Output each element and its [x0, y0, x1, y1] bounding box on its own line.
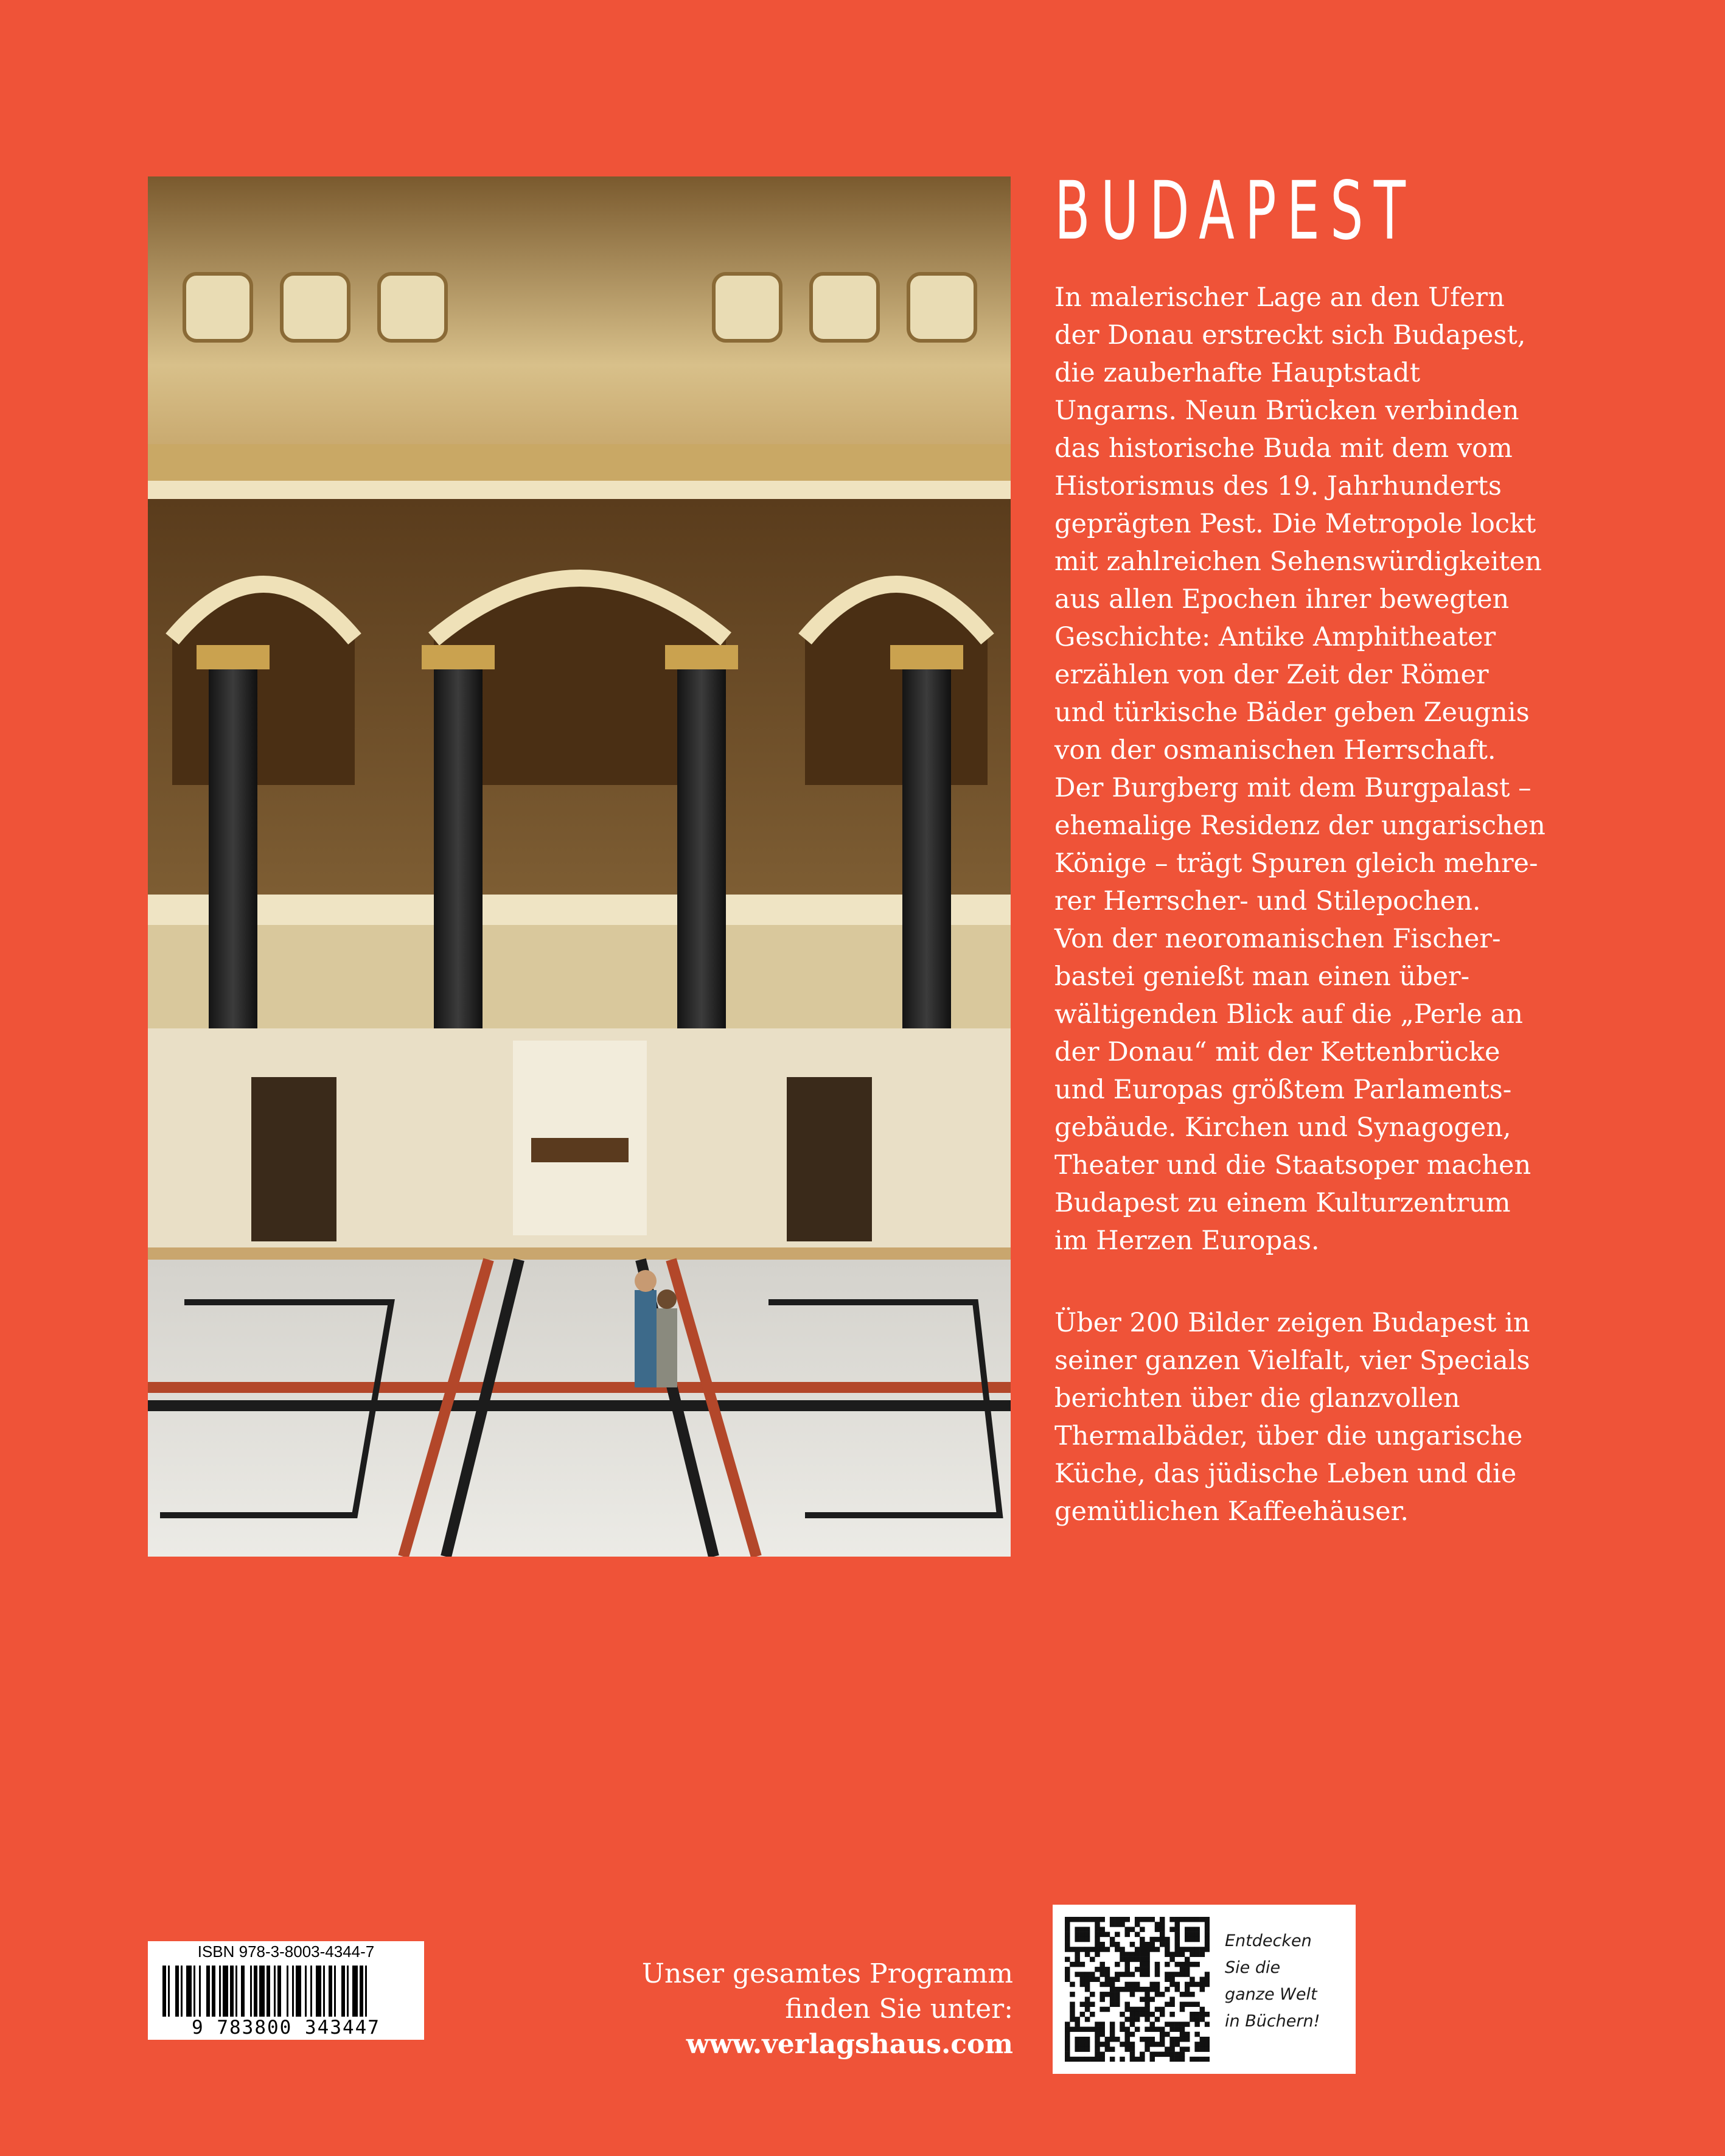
text-line: aus allen Epochen ihrer bewegten — [1054, 584, 1510, 615]
text-line: geprägten Pest. Die Metropole lockt — [1054, 509, 1536, 539]
publisher-url-link[interactable]: www.verlagshaus.com — [686, 2029, 1013, 2060]
text-line: wältigenden Blick auf die „Perle an — [1054, 999, 1523, 1030]
text-line: Könige – trägt Spuren gleich mehre- — [1054, 848, 1538, 879]
text-line: seiner ganzen Vielfalt, vier Specials — [1054, 1345, 1530, 1376]
text-line: Thermalbäder, über die ungarische — [1054, 1421, 1523, 1451]
qr-code-icon[interactable] — [1065, 1917, 1210, 2062]
text-line: gebäude. Kirchen und Synagogen, — [1054, 1112, 1511, 1143]
text-line: In malerischer Lage an den Ufern — [1054, 282, 1505, 313]
text-line: der Donau“ mit der Kettenbrücke — [1054, 1037, 1500, 1067]
text-line: mit zahlreichen Sehenswürdigkeiten — [1054, 546, 1542, 577]
text-line: berichten über die glanzvollen — [1054, 1383, 1460, 1414]
text-line: Über 200 Bilder zeigen Budapest in — [1054, 1308, 1530, 1338]
text-line: Der Burgberg mit dem Burgpalast – — [1054, 773, 1532, 803]
slogan-line: in Büchern! — [1225, 2012, 1320, 2031]
text-line: der Donau erstreckt sich Budapest, — [1054, 320, 1526, 351]
slogan-line: Entdecken — [1225, 1931, 1312, 1950]
text-line: Theater und die Staatsoper machen — [1054, 1150, 1532, 1181]
program-line-2: finden Sie unter: — [785, 1994, 1013, 2025]
text-line: im Herzen Europas. — [1054, 1226, 1320, 1256]
program-info — [584, 1956, 1013, 2062]
text-line: rer Herrscher- und Stilepochen. — [1054, 886, 1481, 916]
text-line: Ungarns. Neun Brücken verbinden — [1054, 396, 1519, 426]
program-line-1: Unser gesamtes Programm — [641, 1958, 1013, 1989]
slogan — [1225, 1928, 1353, 2035]
text-line: das historische Buda mit dem vom — [1054, 433, 1513, 464]
text-line: Geschichte: Antike Amphitheater — [1054, 622, 1496, 652]
isbn-digits: 9 783800 343447 — [192, 2017, 380, 2039]
isbn-label: ISBN 978-3-8003-4344-7 — [197, 1942, 375, 1961]
text-line: und Europas größtem Parlaments- — [1054, 1075, 1512, 1105]
text-line: gemütlichen Kaffeehäuser. — [1054, 1496, 1409, 1527]
slogan-line: Sie die — [1225, 1958, 1281, 1977]
text-line: Küche, das jüdische Leben und die — [1054, 1459, 1517, 1489]
text-line: und türkische Bäder geben Zeugnis — [1054, 697, 1530, 728]
qr-code-panel — [1053, 1905, 1356, 2074]
text-line: die zauberhafte Hauptstadt — [1054, 358, 1420, 388]
isbn-barcode-icon — [162, 1966, 409, 2017]
text-line: von der osmanischen Herrschaft. — [1054, 735, 1496, 766]
book-title: BUDAPEST — [1054, 164, 1417, 258]
palace-interior-photo — [148, 176, 1011, 1557]
text-line: Historismus des 19. Jahrhunderts — [1054, 471, 1502, 501]
text-line: erzählen von der Zeit der Römer — [1054, 660, 1489, 690]
slogan-line: ganze Welt — [1225, 1985, 1317, 2004]
description-paragraph-1 — [1054, 279, 1724, 1260]
isbn-barcode — [148, 1941, 424, 2040]
cover-photo-palace-interior — [148, 176, 1011, 1557]
text-line: ehemalige Residenz der ungarischen — [1054, 811, 1546, 841]
text-line: Von der neoromanischen Fischer- — [1054, 924, 1501, 954]
description-paragraph-2 — [1054, 1304, 1724, 1530]
text-line: bastei genießt man einen über- — [1054, 961, 1470, 992]
text-line: Budapest zu einem Kulturzentrum — [1054, 1188, 1511, 1218]
